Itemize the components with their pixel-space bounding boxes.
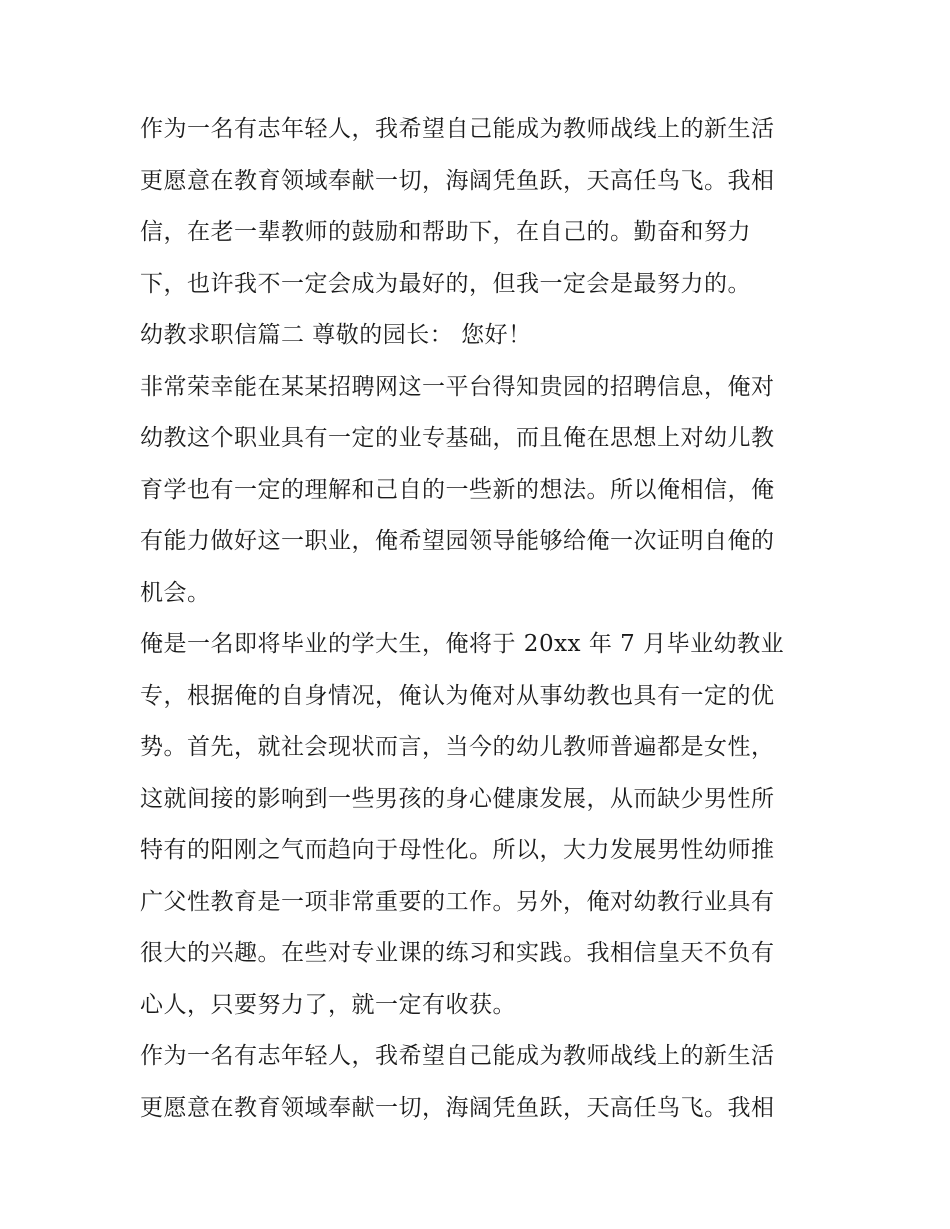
text-line: 非常荣幸能在某某招聘网这一平台得知贵园的招聘信息，俺对 bbox=[140, 373, 775, 400]
text-line: 很大的兴趣。在些对专业课的练习和实践。我相信皇天不负有 bbox=[140, 940, 775, 966]
text-line: 下，也许我不一定会成为最好的，但我一定会是最努力的。 bbox=[140, 270, 751, 297]
text-line: 专，根据俺的自身情况，俺认为俺对从事幼教也具有一定的优 bbox=[140, 682, 775, 709]
text-line: 幼教这个职业具有一定的业专基础，而且俺在思想上对幼儿教 bbox=[140, 425, 775, 451]
text-line: 特有的阳刚之气而趋向于母性化。所以，大力发展男性幼师推 bbox=[140, 837, 775, 863]
paragraph-introduction bbox=[140, 362, 820, 620]
section-heading: 幼教求职信篇二 尊敬的园长： 您好！ bbox=[140, 322, 532, 348]
text-line: 广父性教育是一项非常重要的工作。另外，俺对幼教行业具有 bbox=[140, 888, 775, 915]
paragraph-self-description bbox=[140, 619, 820, 1031]
paragraph-section-heading bbox=[140, 310, 820, 362]
text-line: 作为一名有志年轻人，我希望自己能成为教师战线上的新生活 bbox=[140, 116, 775, 142]
text-line: 势。首先，就社会现状而言，当今的幼儿教师普遍都是女性， bbox=[140, 734, 775, 760]
text-line: 机会。 bbox=[140, 579, 211, 606]
paragraph-closing-statement-repeat bbox=[140, 1031, 820, 1134]
text-line: 更愿意在教育领域奉献一切，海阔凭鱼跃，天高任鸟飞。我相 bbox=[140, 1094, 775, 1121]
text-line: 更愿意在教育领域奉献一切，海阔凭鱼跃，天高任鸟飞。我相 bbox=[140, 167, 775, 194]
text-line: 作为一名有志年轻人，我希望自己能成为教师战线上的新生活 bbox=[140, 1043, 775, 1069]
text-line: 信，在老一辈教师的鼓励和帮助下，在自己的。勤奋和努力 bbox=[140, 219, 751, 245]
text-line: 心人，只要努力了，就一定有收获。 bbox=[140, 991, 516, 1018]
document-body bbox=[140, 104, 820, 1134]
text-line: 育学也有一定的理解和己自的一些新的想法。所以俺相信，俺 bbox=[140, 476, 775, 503]
text-line: 这就间接的影响到一些男孩的身心健康发展，从而缺少男性所 bbox=[140, 785, 775, 812]
paragraph-closing-statement bbox=[140, 104, 820, 310]
text-line: 有能力做好这一职业，俺希望园领导能够给俺一次证明自俺的 bbox=[140, 528, 775, 554]
text-line: 俺是一名即将毕业的学大生，俺将于 20xx 年 7 月毕业幼教业 bbox=[140, 631, 785, 657]
